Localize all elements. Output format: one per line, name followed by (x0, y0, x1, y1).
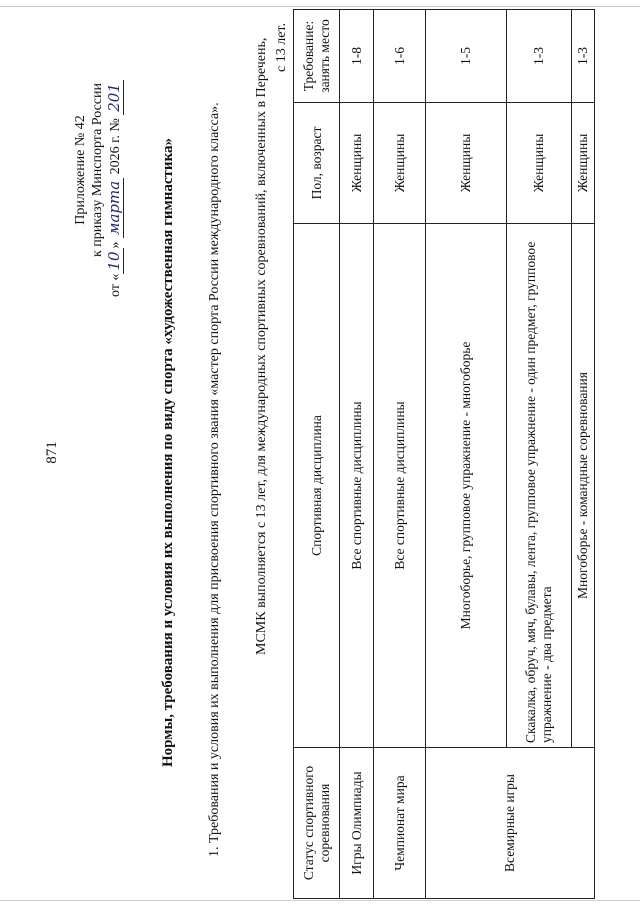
cell-gender: Женщины (374, 103, 426, 224)
header-status: Статус спортивного соревнования (294, 748, 340, 899)
handwritten-month: марта (106, 178, 124, 238)
norms-table (293, 9, 595, 899)
page-number: 871 (44, 441, 60, 464)
cell-place: 1-3 (507, 10, 572, 103)
cell-discipline: Многоборье, групповое упражнение - многоборье (426, 224, 507, 748)
cell-place: 1-8 (340, 10, 374, 103)
appendix-order-date: от «10» марта 2026 г. № 201 (106, 35, 124, 305)
handwritten-number: 201 (106, 80, 124, 115)
appendix-title: Приложение № 42 (73, 115, 88, 225)
table-row (426, 10, 507, 899)
header-requirement: Требование: занять место (294, 10, 340, 103)
table-row (374, 10, 426, 899)
appendix-block (72, 35, 124, 305)
appendix-order-ref: к приказу Минспорта России (90, 83, 105, 257)
table-row (340, 10, 374, 899)
cell-gender: Женщины (507, 103, 572, 224)
cell-place: 1-3 (572, 10, 595, 103)
cell-discipline: Все спортивные дисциплины (374, 224, 426, 748)
cell-status: Чемпионат мира (374, 748, 426, 899)
cell-place: 1-5 (426, 10, 507, 103)
cell-discipline: Скакалка, обруч, мяч, булавы, лента, групповое упражнение - один предмет, групповое упражнение - два предмета (507, 224, 572, 748)
cell-gender: Женщины (426, 103, 507, 224)
header-discipline: Спортивная дисциплина (294, 224, 340, 748)
document-title: Нормы, требования и условия их выполнения по виду спорта «художественная гимнастика» (160, 138, 176, 767)
cell-discipline: Многоборье - командные соревнования (572, 224, 595, 748)
cell-discipline: Все спортивные дисциплины (340, 224, 374, 748)
header-gender-age: Пол, возраст (294, 103, 340, 224)
cell-gender: Женщины (340, 103, 374, 224)
handwritten-day: 10 (106, 248, 124, 273)
cell-gender: Женщины (572, 103, 595, 224)
cell-status: Игры Олимпиады (340, 748, 374, 899)
cell-place: 1-6 (374, 10, 426, 103)
msmk-age-note: с 13 лет. (274, 23, 289, 72)
msmk-paragraph: МСМК выполняется с 13 лет, для международных спортивных соревнований, включенных в Перечень, (254, 37, 269, 655)
table-header-row (294, 10, 340, 899)
requirements-paragraph: 1. Требования и условия их выполнения для присвоения спортивного звания «мастер спорта России международного класса». (207, 102, 222, 857)
cell-status: Всемирные игры (426, 748, 595, 899)
